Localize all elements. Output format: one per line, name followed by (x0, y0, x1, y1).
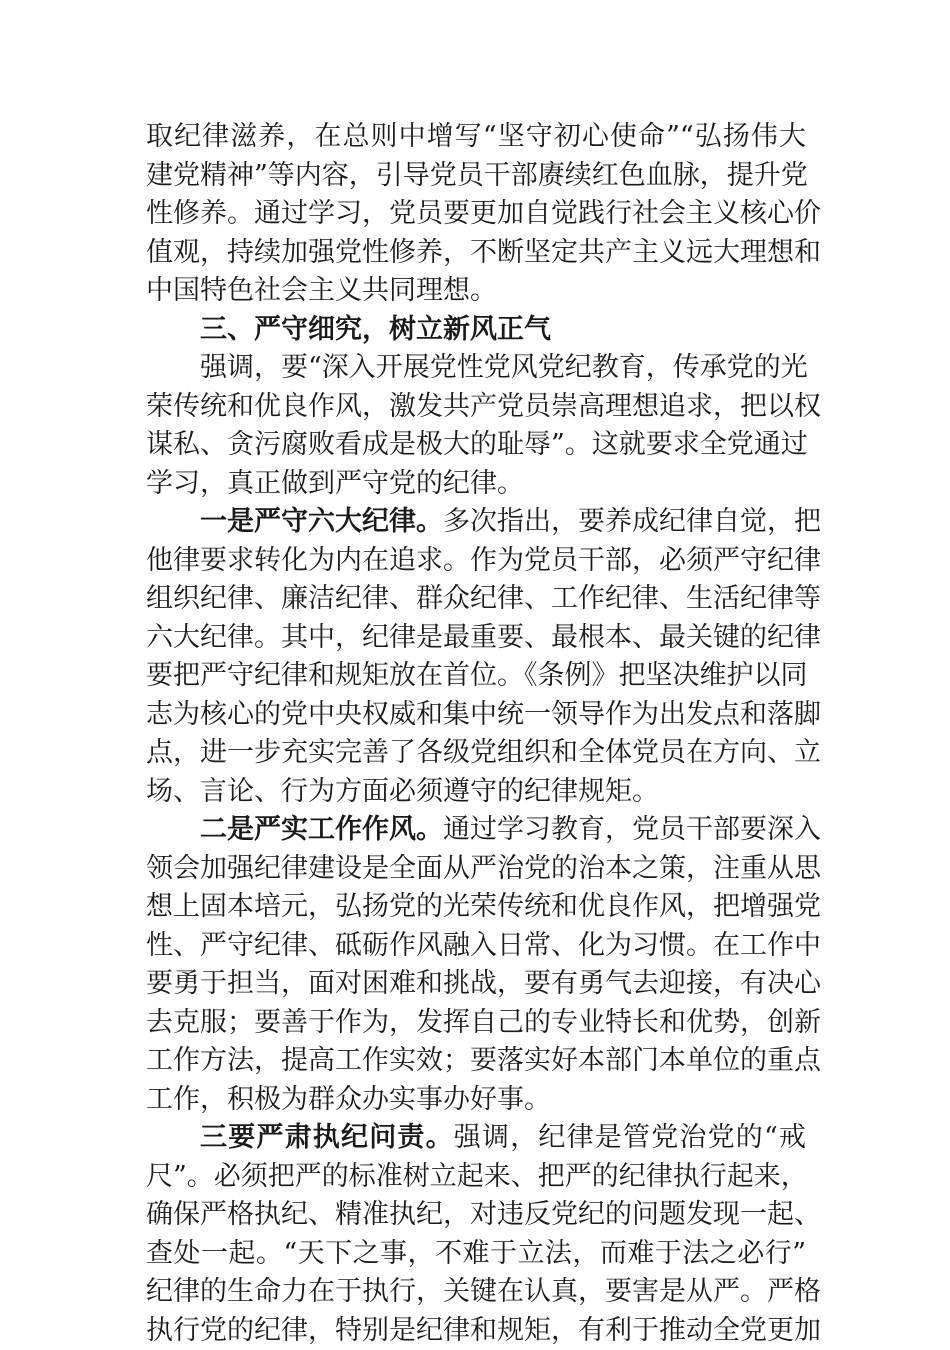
point-text: 通过学习教育，党员干部要深入 (443, 814, 821, 845)
paragraph-point-2 (146, 811, 806, 1119)
text-line: 纪律的生命力在于执行，关键在认真，要害是从严。严格 (146, 1273, 806, 1312)
text-line: 建党精神”等内容，引导党员干部赓续红色血脉，提升党 (146, 157, 806, 196)
text-line: 要勇于担当，面对困难和挑战，要有勇气去迎接，有决心 (146, 965, 806, 1004)
text-line: 六大纪律。其中，纪律是最重要、最根本、最关键的纪律 (146, 619, 806, 658)
text-line: 取纪律滋养，在总则中增写“坚守初心使命”“弘扬伟大 (146, 118, 806, 157)
text-line: 去克服；要善于作为，发挥自己的专业特长和优势，创新 (146, 1004, 806, 1043)
text-line: 值观，持续加强党性修养，不断坚定共产主义远大理想和 (146, 234, 806, 273)
text-line: 强调，要“深入开展党性党风党纪教育，传承党的光 (146, 349, 806, 388)
paragraph-intro (146, 349, 806, 503)
text-line: 要把严守纪律和规矩放在首位。《条例》把坚决维护以同 (146, 657, 806, 696)
text-line: 工作，积极为群众办实事办好事。 (146, 1081, 806, 1120)
text-line (146, 503, 806, 542)
text-line: 点，进一步充实完善了各级党组织和全体党员在方向、立 (146, 734, 806, 773)
paragraph-point-1 (146, 503, 806, 811)
text-line: 执行党的纪律，特别是纪律和规矩，有利于推动全党更加 (146, 1312, 806, 1350)
text-line: 荣传统和优良作风，激发共产党员崇高理想追求，把以权 (146, 388, 806, 427)
point-lead: 二是严实工作作风。 (200, 814, 443, 845)
point-lead: 一是严守六大纪律。 (200, 506, 443, 537)
text-line: 志为核心的党中央权威和集中统一领导作为出发点和落脚 (146, 696, 806, 735)
text-line: 想上固本培元，弘扬党的光荣传统和优良作风，把增强党 (146, 888, 806, 927)
text-line: 工作方法，提高工作实效；要落实好本部门本单位的重点 (146, 1042, 806, 1081)
document-body (146, 118, 806, 1350)
point-text: 强调，纪律是管党治党的“戒 (454, 1122, 806, 1153)
point-text: 多次指出，要养成纪律自觉，把 (443, 506, 821, 537)
text-line: 性、严守纪律、砥砺作风融入日常、化为习惯。在工作中 (146, 927, 806, 966)
text-line: 他律要求转化为内在追求。作为党员干部，必须严守纪律 (146, 542, 806, 581)
text-line: 确保严格执纪、精准执纪，对违反党纪的问题发现一起、 (146, 1196, 806, 1235)
text-line: 查处一起。“天下之事，不难于立法，而难于法之必行” (146, 1235, 806, 1274)
text-line: 中国特色社会主义共同理想。 (146, 272, 806, 311)
paragraph-continuation (146, 118, 806, 311)
paragraph-point-3 (146, 1119, 806, 1350)
text-line: 谋私、贪污腐败看成是极大的耻辱”。这就要求全党通过 (146, 426, 806, 465)
text-line: 尺”。必须把严的标准树立起来、把严的纪律执行起来， (146, 1158, 806, 1197)
text-line: 场、言论、行为方面必须遵守的纪律规矩。 (146, 773, 806, 812)
text-line: 组织纪律、廉洁纪律、群众纪律、工作纪律、生活纪律等 (146, 580, 806, 619)
text-line: 性修养。通过学习，党员要更加自觉践行社会主义核心价 (146, 195, 806, 234)
text-line (146, 811, 806, 850)
text-line: 领会加强纪律建设是全面从严治党的治本之策，注重从思 (146, 850, 806, 889)
text-line (146, 1119, 806, 1158)
section-heading: 三、严守细究，树立新风正气 (146, 311, 806, 350)
point-lead: 三要严肃执纪问责。 (200, 1122, 454, 1153)
text-line: 学习，真正做到严守党的纪律。 (146, 465, 806, 504)
